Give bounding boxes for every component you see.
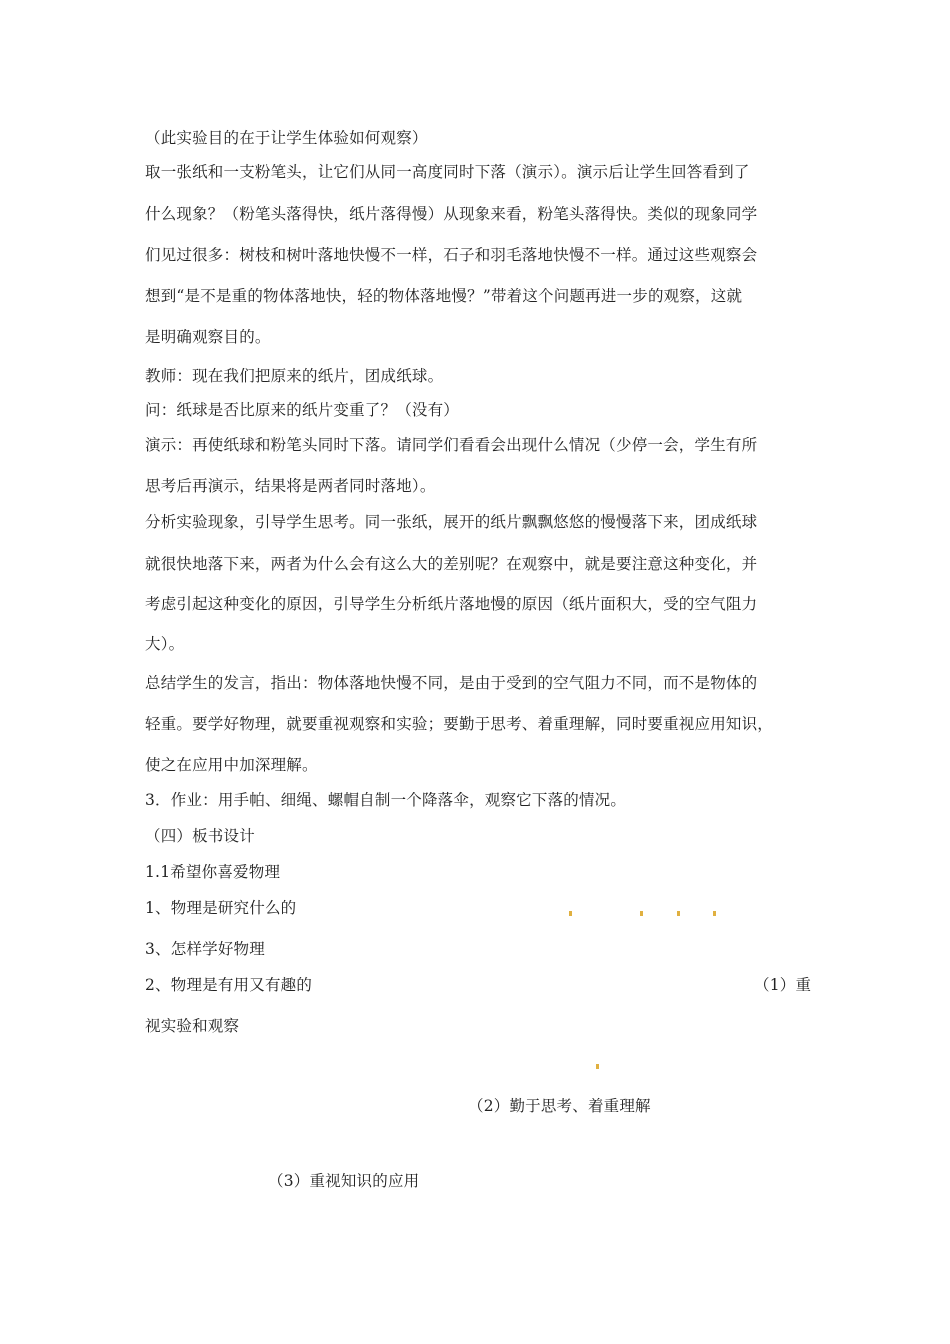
text-line-14: 大）。 — [145, 635, 185, 653]
text-line-10: 思考后再演示，结果将是两者同时落地）。 — [145, 477, 436, 495]
board-point-1: 1、物理是研究什么的 — [145, 899, 297, 917]
board-item-1-continued: 视实验和观察 — [145, 1017, 240, 1035]
board-point-2: 2、物理是有用又有趣的 — [145, 976, 313, 994]
text-line-17: 使之在应用中加深理解。 — [145, 756, 318, 774]
decorative-mark — [596, 1064, 599, 1069]
board-item-1-start: （1）重 — [754, 976, 812, 994]
text-line-6: 是明确观察目的。 — [145, 328, 271, 346]
text-line-4: 们见过很多：树枝和树叶落地快慢不一样，石子和羽毛落地快慢不一样。通过这些观察会 — [145, 246, 758, 264]
text-line-7: 教师：现在我们把原来的纸片，团成纸球。 — [145, 367, 444, 385]
decorative-mark — [640, 911, 643, 916]
board-item-3: （3）重视知识的应用 — [268, 1172, 420, 1190]
text-line-1: （此实验目的在于让学生体验如何观察） — [145, 129, 428, 147]
text-line-8: 问：纸球是否比原来的纸片变重了？（没有） — [145, 401, 460, 419]
board-point-3: 3、怎样学好物理 — [145, 940, 265, 958]
text-line-11: 分析实验现象，引导学生思考。同一张纸，展开的纸片飘飘悠悠的慢慢落下来，团成纸球 — [145, 513, 758, 531]
board-heading: （四）板书设计 — [145, 827, 255, 845]
text-line-2: 取一张纸和一支粉笔头，让它们从同一高度同时下落（演示）。演示后让学生回答看到了 — [145, 163, 750, 181]
text-line-18: 3．作业：用手帕、细绳、螺帽自制一个降落伞，观察它下落的情况。 — [145, 791, 627, 809]
decorative-mark — [713, 911, 716, 916]
text-line-9: 演示：再使纸球和粉笔头同时下落。请同学们看看会出现什么情况（少停一会，学生有所 — [145, 436, 758, 454]
board-title: 1.1希望你喜爱物理 — [145, 863, 281, 881]
decorative-mark — [677, 911, 680, 916]
text-line-13: 考虑引起这种变化的原因，引导学生分析纸片落地慢的原因（纸片面积大，受的空气阻力 — [145, 595, 758, 613]
decorative-mark — [569, 911, 572, 916]
board-item-2: （2）勤于思考、着重理解 — [468, 1097, 651, 1115]
text-line-15: 总结学生的发言，指出：物体落地快慢不同，是由于受到的空气阻力不同，而不是物体的 — [145, 674, 758, 692]
text-line-3: 什么现象？（粉笔头落得快，纸片落得慢）从现象来看，粉笔头落得快。类似的现象同学 — [145, 205, 758, 223]
text-line-5: 想到“是不是重的物体落地快，轻的物体落地慢？”带着这个问题再进一步的观察，这就 — [145, 287, 743, 305]
text-line-16: 轻重。要学好物理，就要重视观察和实验；要勤于思考、着重理解，同时要重视应用知识， — [145, 715, 774, 733]
text-line-12: 就很快地落下来，两者为什么会有这么大的差别呢？在观察中，就是要注意这种变化，并 — [145, 555, 758, 573]
